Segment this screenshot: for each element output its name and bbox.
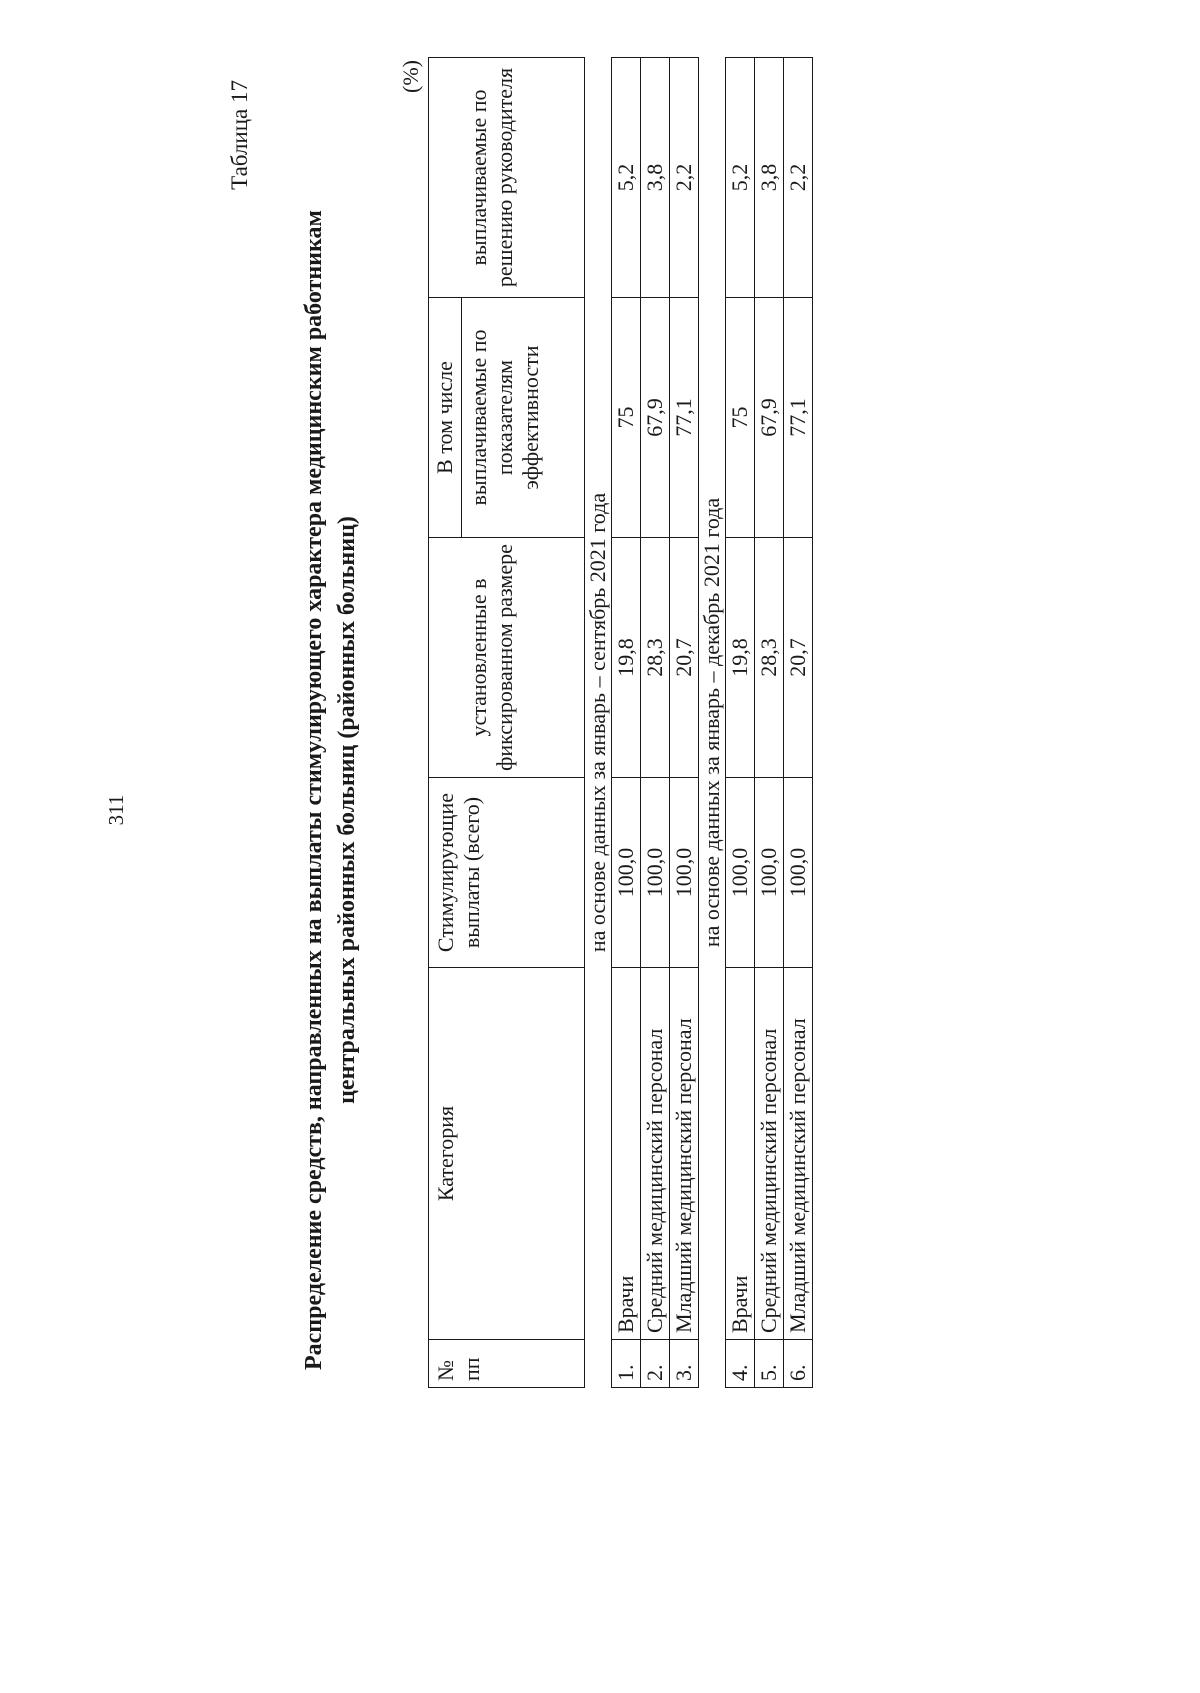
table-row [670, 58, 699, 1388]
row-fixed: 20,7 [784, 538, 813, 778]
header-total: Стимулирующие выплаты (всего) [429, 778, 585, 968]
table-row [784, 58, 813, 1388]
row-manager: 2,2 [784, 58, 813, 298]
row-manager: 5,2 [612, 58, 641, 298]
header-efficiency: выплачиваемые по показателям эффективности [462, 298, 585, 538]
row-category: Младший медицинский персонал [784, 968, 813, 1340]
header-fixed: установленные в фиксированном размере [462, 538, 585, 778]
row-number: 2. [641, 1340, 670, 1388]
row-manager: 2,2 [670, 58, 699, 298]
row-category: Средний медицинский персонал [755, 968, 784, 1340]
row-manager: 3,8 [755, 58, 784, 298]
section-label: на основе данных за январь – декабрь 2021 года [699, 497, 724, 948]
row-efficiency: 77,1 [784, 298, 813, 538]
header-num [429, 1340, 585, 1388]
table-number: Таблица 17 [227, 80, 252, 190]
header-num-line1: № [433, 1360, 458, 1381]
section-label: на основе данных за январь – сентябрь 2021 года [585, 492, 610, 953]
page-title [298, 210, 364, 1370]
row-efficiency: 67,9 [641, 298, 670, 538]
header-row-1 [429, 58, 462, 1388]
table-row [641, 58, 670, 1388]
row-category: Врачи [726, 968, 755, 1340]
row-category: Младший медицинский персонал [670, 968, 699, 1340]
page-number: 311 [104, 794, 128, 826]
row-efficiency: 75 [612, 298, 641, 538]
row-manager: 5,2 [726, 58, 755, 298]
header-category: Категория [429, 968, 585, 1340]
header-including: В том числе [429, 298, 462, 538]
row-number: 3. [670, 1340, 699, 1388]
header-num-line2: пп [459, 1357, 484, 1381]
row-number: 5. [755, 1340, 784, 1388]
unit-label: (%) [398, 60, 423, 93]
table-row [612, 58, 641, 1388]
row-efficiency: 77,1 [670, 298, 699, 538]
row-total: 100,0 [612, 778, 641, 968]
row-total: 100,0 [641, 778, 670, 968]
section-row [699, 58, 726, 1388]
row-number: 6. [784, 1340, 813, 1388]
table-row [726, 58, 755, 1388]
data-table [428, 57, 813, 1388]
row-total: 100,0 [726, 778, 755, 968]
row-manager: 3,8 [641, 58, 670, 298]
header-including-spacer [429, 538, 462, 778]
table-body [429, 58, 813, 1388]
row-number: 1. [612, 1340, 641, 1388]
header-manager: выплачиваемые по решению руководителя [462, 58, 585, 298]
row-total: 100,0 [670, 778, 699, 968]
row-category: Средний медицинский персонал [641, 968, 670, 1340]
row-category: Врачи [612, 968, 641, 1340]
section-row [585, 58, 612, 1388]
row-efficiency: 75 [726, 298, 755, 538]
row-total: 100,0 [755, 778, 784, 968]
row-fixed: 19,8 [726, 538, 755, 778]
row-fixed: 28,3 [755, 538, 784, 778]
header-including-spacer-2 [429, 58, 462, 298]
table-row [755, 58, 784, 1388]
title-line-1: Распределение средств, направленных на выплаты стимулирующего характера медицинским работникам [301, 210, 327, 1370]
row-number: 4. [726, 1340, 755, 1388]
row-fixed: 19,8 [612, 538, 641, 778]
title-line-2: центральных районных больниц (районных больниц) [334, 516, 360, 1104]
row-fixed: 20,7 [670, 538, 699, 778]
row-total: 100,0 [784, 778, 813, 968]
row-efficiency: 67,9 [755, 298, 784, 538]
row-fixed: 28,3 [641, 538, 670, 778]
